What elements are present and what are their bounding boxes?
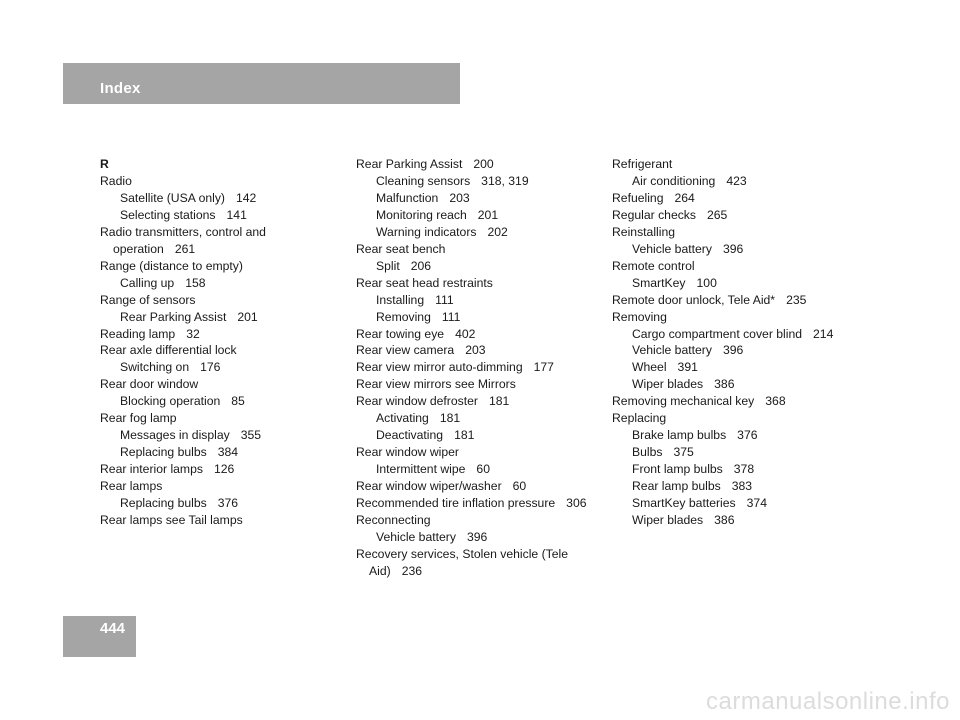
index-entry: Remote door unlock, Tele Aid* 235 bbox=[612, 292, 807, 307]
index-subentry: Cargo compartment cover blind 214 bbox=[632, 326, 834, 341]
page-ref: 261 bbox=[174, 241, 196, 256]
page-ref: 60 bbox=[476, 462, 490, 477]
index-entry: Rear fog lamp bbox=[100, 411, 177, 426]
page-ref: 396 bbox=[722, 343, 744, 358]
index-entry: Radio bbox=[100, 173, 132, 188]
page-ref: 100 bbox=[696, 275, 717, 290]
page-ref: 378 bbox=[733, 462, 755, 477]
page-ref: 181 bbox=[488, 394, 510, 409]
page-ref: 176 bbox=[200, 360, 221, 375]
index-entry: Refrigerant bbox=[612, 157, 673, 171]
index-entry: Rear seat head restraints bbox=[356, 275, 493, 290]
page-ref: 85 bbox=[231, 394, 245, 409]
page-ref: 158 bbox=[185, 275, 206, 290]
index-entry: Recovery services, Stolen vehicle (Tele Aid) 236 bbox=[356, 546, 569, 578]
index-subentry: Air conditioning 423 bbox=[632, 173, 747, 188]
page-ref: 177 bbox=[533, 360, 554, 375]
index-entry: Rear window wiper/washer 60 bbox=[356, 479, 527, 494]
index-subentry: SmartKey batteries 374 bbox=[632, 496, 767, 511]
page-ref: 318, 319 bbox=[481, 173, 529, 188]
section-letter: R bbox=[100, 157, 109, 171]
index-subentry: Replacing bulbs 384 bbox=[120, 445, 239, 460]
index-entry: Rear towing eye 402 bbox=[356, 326, 476, 341]
watermark: carmanualsonline.info bbox=[706, 688, 950, 715]
index-subentry: Brake lamp bulbs 376 bbox=[632, 428, 758, 443]
page-ref: 142 bbox=[236, 190, 257, 205]
page-ref: 306 bbox=[566, 496, 587, 511]
index-subentry: Cleaning sensors 318, 319 bbox=[376, 173, 529, 188]
page-ref: 375 bbox=[673, 445, 694, 460]
page-ref: 391 bbox=[677, 360, 698, 375]
index-entry: Recommended tire inflation pressure 306 bbox=[356, 496, 587, 511]
index-entry: Reinstalling bbox=[612, 224, 676, 239]
index-entry: Rear Parking Assist 200 bbox=[356, 157, 494, 171]
index-entry: Reading lamp 32 bbox=[100, 326, 200, 341]
index-subentry: Vehicle battery 396 bbox=[632, 343, 744, 358]
page-ref: 141 bbox=[226, 207, 247, 222]
index-subentry: Vehicle battery 396 bbox=[376, 529, 488, 544]
index-subentry: Satellite (USA only) 142 bbox=[120, 190, 257, 205]
index-subentry: Bulbs 375 bbox=[632, 445, 694, 460]
index-entry: Range of sensors bbox=[100, 292, 196, 307]
index-entry: Range (distance to empty) bbox=[100, 258, 243, 273]
page-ref: 368 bbox=[765, 394, 786, 409]
index-subentry: Wiper blades 386 bbox=[632, 377, 735, 392]
page-ref: 265 bbox=[707, 207, 728, 222]
page-ref: 376 bbox=[737, 428, 758, 443]
page-ref: 203 bbox=[449, 190, 470, 205]
page-ref: 374 bbox=[746, 496, 767, 511]
index-entry: Reconnecting bbox=[356, 513, 431, 528]
page-ref: 386 bbox=[714, 513, 735, 528]
header-bar bbox=[63, 63, 460, 104]
index-entry: Rear lamps see Tail lamps bbox=[100, 513, 243, 528]
page-ref: 206 bbox=[410, 258, 432, 273]
index-subentry: Split 206 bbox=[376, 258, 432, 273]
page-ref: 214 bbox=[813, 326, 834, 341]
index-entry: Rear view camera 203 bbox=[356, 343, 486, 358]
page-ref: 181 bbox=[439, 411, 461, 426]
index-column-3 bbox=[612, 156, 912, 529]
index-subentry: Calling up 158 bbox=[120, 275, 206, 290]
index-subentry: Installing 111 bbox=[376, 292, 454, 307]
page-ref: 181 bbox=[454, 428, 475, 443]
page-ref: 126 bbox=[213, 462, 235, 477]
index-subentry: Replacing bulbs 376 bbox=[120, 496, 239, 511]
index-subentry: Blocking operation 85 bbox=[120, 394, 245, 409]
page-ref: 396 bbox=[466, 529, 488, 544]
page-ref: 383 bbox=[731, 479, 753, 494]
page-number-tab bbox=[63, 616, 136, 657]
page-ref: 203 bbox=[465, 343, 486, 358]
page-title: Index bbox=[100, 80, 141, 97]
index-entry: Rear view mirror auto-dimming 177 bbox=[356, 360, 554, 375]
index-entry: Refueling 264 bbox=[612, 190, 695, 205]
page-ref: 355 bbox=[240, 428, 262, 443]
index-subentry: SmartKey 100 bbox=[632, 275, 717, 290]
index-subentry: Malfunction 203 bbox=[376, 190, 470, 205]
index-subentry: Selecting stations 141 bbox=[120, 207, 247, 222]
page-ref: 201 bbox=[237, 309, 258, 324]
index-subentry: Rear Parking Assist 201 bbox=[120, 309, 258, 324]
index-subentry: Deactivating 181 bbox=[376, 428, 475, 443]
page-number: 444 bbox=[100, 620, 126, 637]
index-subentry: Rear lamp bulbs 383 bbox=[632, 479, 753, 494]
page-ref: 202 bbox=[487, 224, 508, 239]
page-ref: 384 bbox=[217, 445, 239, 460]
index-subentry: Wheel 391 bbox=[632, 360, 698, 375]
index-entry: Removing bbox=[612, 309, 667, 324]
index-entry: Replacing bbox=[612, 411, 667, 426]
page-ref: 111 bbox=[435, 292, 454, 307]
index-subentry: Switching on 176 bbox=[120, 360, 221, 375]
index-entry: Rear lamps bbox=[100, 479, 163, 494]
page-ref: 386 bbox=[714, 377, 735, 392]
index-subentry: Monitoring reach 201 bbox=[376, 207, 499, 222]
page-ref: 236 bbox=[401, 563, 423, 578]
index-entry: Regular checks 265 bbox=[612, 207, 728, 222]
index-subentry: Messages in display 355 bbox=[120, 428, 262, 443]
page-ref: 60 bbox=[512, 479, 527, 494]
index-subentry: Activating 181 bbox=[376, 411, 461, 426]
page-ref: 423 bbox=[726, 173, 747, 188]
index-entry: Removing mechanical key 368 bbox=[612, 394, 786, 409]
page-ref: 32 bbox=[186, 326, 200, 341]
page-ref: 376 bbox=[217, 496, 239, 511]
index-entry: Remote control bbox=[612, 258, 695, 273]
index-column-1 bbox=[100, 156, 345, 529]
index-entry: Rear view mirrors see Mirrors bbox=[356, 377, 516, 392]
page-ref: 264 bbox=[674, 190, 695, 205]
index-subentry: Intermittent wipe 60 bbox=[376, 462, 490, 477]
index-entry: Rear seat bench bbox=[356, 241, 446, 256]
page-ref: 396 bbox=[722, 241, 744, 256]
page-ref: 235 bbox=[786, 292, 807, 307]
index-entry: Rear axle differential lock bbox=[100, 343, 237, 358]
index-entry: Rear window wiper bbox=[356, 445, 459, 460]
page-ref: 111 bbox=[441, 309, 461, 324]
index-subentry: Removing 111 bbox=[376, 309, 461, 324]
index-subentry: Wiper blades 386 bbox=[632, 513, 735, 528]
index-subentry: Vehicle battery 396 bbox=[632, 241, 744, 256]
index-subentry: Front lamp bulbs 378 bbox=[632, 462, 755, 477]
page-ref: 201 bbox=[477, 207, 499, 222]
page-ref: 402 bbox=[455, 326, 476, 341]
index-subentry: Warning indicators 202 bbox=[376, 224, 508, 239]
index-column-2 bbox=[356, 156, 601, 580]
index-entry: Radio transmitters, control and operation 261 bbox=[100, 224, 266, 256]
index-entry: Rear door window bbox=[100, 377, 199, 392]
index-entry: Rear window defroster 181 bbox=[356, 394, 510, 409]
page-ref: 200 bbox=[473, 157, 494, 171]
index-entry: Rear interior lamps 126 bbox=[100, 462, 235, 477]
